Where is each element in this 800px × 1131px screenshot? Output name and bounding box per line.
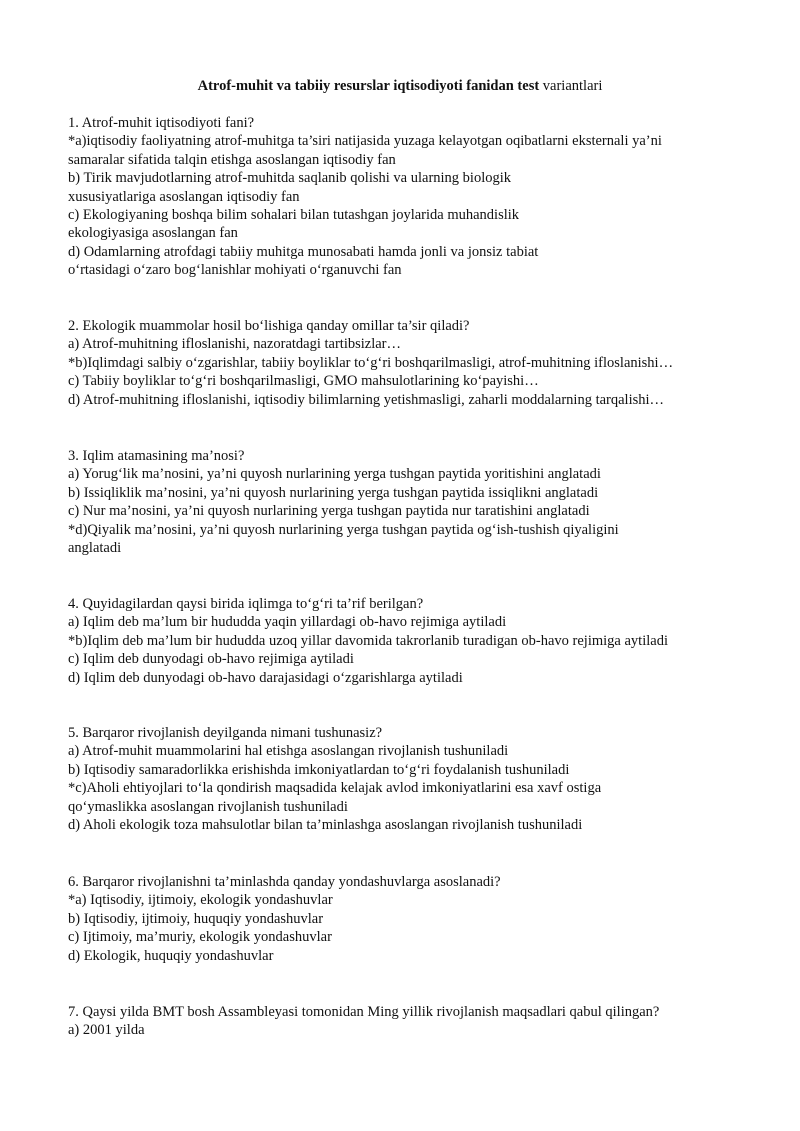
question-6-option-b: b) Iqtisodiy, ijtimoiy, huquqiy yondashuvlar [68,910,324,927]
question-4-option-a: a) Iqlim deb ma’lum bir hududda yaqin yillardagi ob-havo rejimiga aytiladi [68,614,507,631]
question-3-text: 3. Iqlim atamasining ma’nosi? [68,448,245,464]
question-7-text: 7. Qaysi yilda BMT bosh Assambleyasi tomonidan Ming yillik rivojlanish maqsadlari qabul qilingan? [68,1004,660,1020]
question-6-option-d: d) Ekologik, huquqiy yondashuvlar [68,947,274,964]
question-2-option-c: c) Tabiiy boyliklar to‘g‘ri boshqarilmasligi, GMO mahsulotlarining ko‘payishi… [68,373,539,390]
question-7-option-a: a) 2001 yilda [68,1022,145,1039]
question-1-option-d-cont: o‘rtasidagi o‘zaro bog‘lanishlar mohiyati o‘rganuvchi fan [68,262,402,279]
document-page [68,0,758,1131]
question-1-option-a: *a)iqtisodiy faoliyatning atrof-muhitga ta’siri natijasida yuzaga kelayotgan oqibatlarni eksternali ya’ni [68,133,662,150]
question-3-option-c: c) Nur ma’nosini, ya’ni quyosh nurlarining yerga tushgan paytida nur taratishini anglatadi [68,503,590,520]
question-5 [68,724,758,834]
question-4-option-c: c) Iqlim deb dunyodagi ob-havo rejimiga aytiladi [68,651,354,668]
question-3-option-a: a) Yorug‘lik ma’nosini, ya’ni quyosh nurlarining yerga tushgan paytida yoritishini anglatadi [68,466,601,483]
question-5-text: 5. Barqaror rivojlanish deyilganda nimani tushunasiz? [68,725,383,741]
question-3-option-d-cont: anglatadi [68,540,122,557]
question-2-option-d: d) Atrof-muhitning ifloslanishi, iqtisodiy bilimlarning yetishmasligi, zaharli moddalarning tarqalishi… [68,391,665,408]
question-6-option-a: *a) Iqtisodiy, ijtimoiy, ekologik yondashuvlar [68,892,333,909]
title-normal-part: variantlari [539,78,603,94]
question-5-option-d: d) Aholi ekologik toza mahsulotlar bilan ta’minlashga asoslangan rivojlanish tushuniladi [68,817,583,834]
question-5-option-c-cont: qo‘ymaslikka asoslangan rivojlanish tushuniladi [68,798,348,815]
question-4-text: 4. Quyidagilardan qaysi birida iqlimga to‘g‘ri ta’rif berilgan? [68,596,424,612]
question-5-option-a: a) Atrof-muhit muammolarini hal etishga asoslangan rivojlanish tushuniladi [68,743,509,760]
question-6-option-c: c) Ijtimoiy, ma’muriy, ekologik yondashuvlar [68,929,332,946]
question-5-option-c: *c)Aholi ehtiyojlari to‘la qondirish maqsadida kelajak avlod imkoniyatlarini esa xavf ostiga [68,780,602,797]
question-4-option-d: d) Iqlim deb dunyodagi ob-havo darajasidagi o‘zgarishlarga aytiladi [68,669,463,686]
question-1-option-b: b) Tirik mavjudotlarning atrof-muhitda saqlanib qolishi va ularning biologik [68,170,512,187]
question-3-option-d: *d)Qiyalik ma’nosini, ya’ni quyosh nurlarining yerga tushgan paytida og‘ish-tushish qiyaligini [68,521,619,538]
question-2 [68,317,758,409]
question-1-text: 1. Atrof-muhit iqtisodiyoti fani? [68,115,255,131]
question-1-option-c-cont: ekologiyasiga asoslangan fan [68,225,238,242]
question-4 [68,595,758,687]
question-5-option-b: b) Iqtisodiy samaradorlikka erishishda imkoniyatlardan to‘g‘ri foydalanish tushuniladi [68,761,570,778]
question-7 [68,1003,758,1040]
question-2-text: 2. Ekologik muammolar hosil bo‘lishiga qanday omillar ta’sir qiladi? [68,318,470,334]
question-3-option-b: b) Issiqliklik ma’nosini, ya’ni quyosh nurlarining yerga tushgan paytida issiqlikni anglatadi [68,484,599,501]
question-6-text: 6. Barqaror rivojlanishni ta’minlashda qanday yondashuvlarga asoslanadi? [68,874,501,890]
question-1 [68,114,758,280]
question-6 [68,873,758,965]
question-1-option-b-cont: xususiyatlariga asoslangan iqtisodiy fan [68,188,300,205]
question-1-option-d: d) Odamlarning atrofdagi tabiiy muhitga munosabati hamda jonli va jonsiz tabiat [68,243,539,260]
question-2-option-a: a) Atrof-muhitning ifloslanishi, nazoratdagi tartibsizlar… [68,336,402,353]
question-2-option-b: *b)Iqlimdagi salbiy o‘zgarishlar, tabiiy boyliklar to‘g‘ri boshqarilmasligi, atrof-muhitning ifloslanishi… [68,354,674,371]
question-4-option-b: *b)Iqlim deb ma’lum bir hududda uzoq yillar davomida takrorlanib turadigan ob-havo rejimiga aytiladi [68,632,668,649]
question-1-option-c: c) Ekologiyaning boshqa bilim sohalari bilan tutashgan joylarida muhandislik [68,207,520,224]
question-1-option-a-cont: samaralar sifatida talqin etishga asoslangan iqtisodiy fan [68,151,396,168]
question-3 [68,447,758,557]
document-title [68,76,732,96]
title-bold-part: Atrof-muhit va tabiiy resurslar iqtisodiyoti fanidan test [197,78,540,94]
